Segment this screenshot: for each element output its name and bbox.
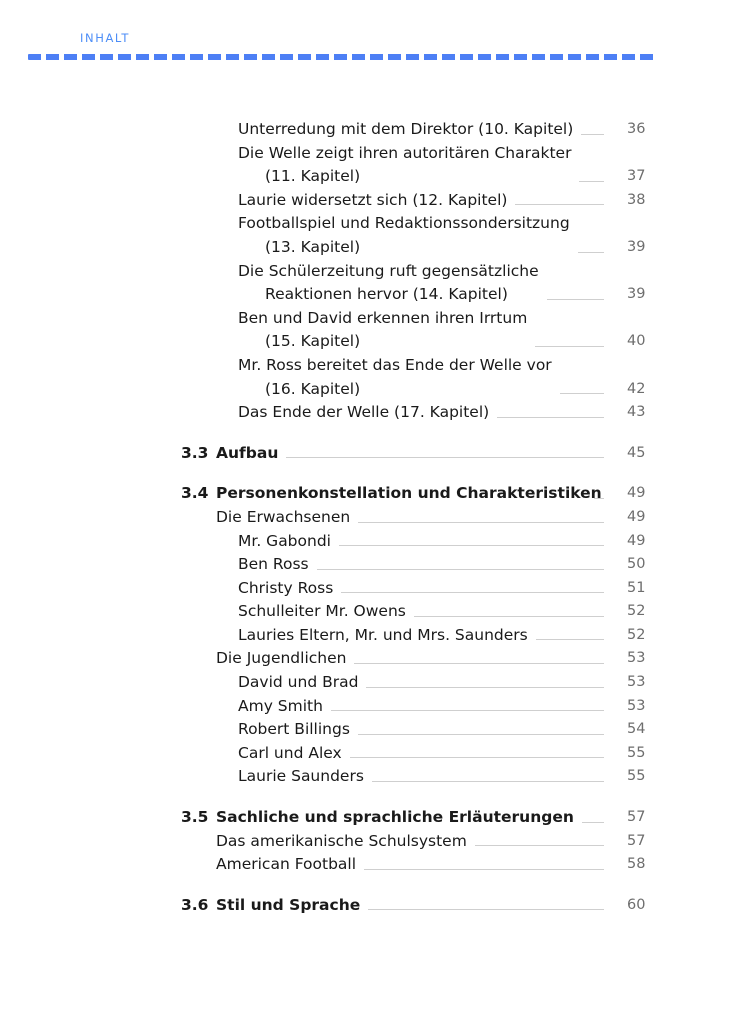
toc-entry-label-wrap	[0, 853, 356, 877]
toc-entry-label-text: Laurie widersetzt sich (12. Kapitel)	[238, 190, 508, 209]
toc-leader-line	[358, 522, 604, 523]
running-head-label: INHALT	[80, 31, 130, 45]
toc-page-number: 38	[627, 191, 646, 208]
toc-entry-label-continuation: (16. Kapitel)	[265, 379, 361, 398]
toc-page-number: 43	[627, 404, 646, 421]
toc-page-number: 52	[627, 626, 646, 643]
toc-entry-label-wrap	[0, 118, 573, 142]
toc-entry-label-wrap	[0, 830, 467, 854]
toc-entry-label-text: Schulleiter Mr. Owens	[238, 602, 406, 621]
toc-page-number: 37	[627, 168, 646, 185]
toc-entry-label-wrap	[0, 401, 489, 425]
toc-entry[interactable]	[0, 671, 737, 695]
toc-entry-label	[216, 482, 602, 506]
toc-entry-label	[216, 830, 467, 854]
toc-entry-label	[216, 894, 360, 918]
toc-entry-label-text: Laurie Saunders	[238, 767, 364, 786]
toc-page-number: 53	[627, 674, 646, 691]
toc-entry[interactable]	[0, 830, 737, 854]
toc-leader-line	[341, 592, 604, 593]
toc-leader-line	[339, 545, 604, 546]
toc-page-number: 55	[627, 744, 646, 761]
toc-entry[interactable]	[0, 577, 737, 601]
toc-entry-label-text: Carl und Alex	[238, 743, 342, 762]
toc-entry-number: 3.4	[181, 484, 209, 503]
toc-page-number: 60	[627, 896, 646, 913]
toc-entry-label	[238, 212, 570, 259]
toc-leader-line	[497, 417, 604, 418]
toc-entry-label	[238, 600, 406, 624]
toc-entry-label-wrap	[0, 553, 309, 577]
toc-entry-label-wrap	[0, 189, 507, 213]
toc-entry-label-wrap	[0, 506, 350, 530]
toc-entry-label	[238, 142, 571, 189]
toc-entry-label-wrap	[0, 742, 342, 766]
toc-entry[interactable]	[0, 600, 737, 624]
toc-entry-label-text: David und Brad	[238, 673, 359, 692]
toc-entry-label-continuation: Reaktionen hervor (14. Kapitel)	[265, 285, 508, 304]
toc-entry-label-continuation: (11. Kapitel)	[265, 167, 361, 186]
toc-entry-label-continuation: (13. Kapitel)	[265, 237, 361, 256]
toc-entry-label-text: Ben und David erkennen ihren Irrtum	[238, 308, 528, 327]
toc-page-number: 39	[627, 286, 646, 303]
toc-entry-label-text: Mr. Gabondi	[238, 531, 331, 550]
toc-page-number: 42	[627, 380, 646, 397]
toc-page-number: 58	[627, 856, 646, 873]
toc-entry[interactable]	[0, 695, 737, 719]
toc-entry[interactable]	[0, 853, 737, 877]
toc-page-number: 52	[627, 603, 646, 620]
toc-entry-label-wrap	[0, 260, 539, 307]
toc-entry[interactable]	[0, 189, 737, 213]
toc-entry-label-wrap	[216, 482, 602, 506]
toc-entry-label-wrap	[0, 765, 364, 789]
toc-entry-label	[238, 307, 527, 354]
toc-entry-label-text: Footballspiel und Redaktionssondersitzung	[238, 214, 570, 233]
toc-entry[interactable]	[0, 482, 737, 506]
toc-page-number: 40	[627, 333, 646, 350]
toc-entry-label-text: Personenkonstellation und Charakteristiken	[216, 484, 602, 503]
toc-entry-label-text: Christy Ross	[238, 578, 334, 597]
toc-entry-label	[238, 577, 333, 601]
toc-entry-label-text: Die Erwachsenen	[216, 507, 351, 526]
toc-leader-line	[372, 781, 604, 782]
toc-entry-label	[216, 806, 574, 830]
toc-entry[interactable]	[0, 118, 737, 142]
toc-entry-label-wrap	[0, 577, 333, 601]
toc-entry-label	[238, 530, 331, 554]
toc-page-number: 53	[627, 650, 646, 667]
toc-entry-label-text: Stil und Sprache	[216, 895, 361, 914]
toc-entry[interactable]	[0, 765, 737, 789]
toc-page-number: 36	[627, 121, 646, 137]
toc-entry-label	[238, 695, 323, 719]
toc-entry-label-continuation: (15. Kapitel)	[265, 332, 361, 351]
toc-entry-label-wrap	[216, 806, 574, 830]
toc-entry-label-wrap	[0, 695, 323, 719]
toc-entry-label-wrap	[0, 671, 358, 695]
toc-page-number: 54	[627, 721, 646, 738]
toc-entry-number: 3.5	[181, 808, 209, 827]
toc-leader-line	[578, 252, 604, 253]
toc-page-number: 50	[627, 556, 646, 573]
toc-entry[interactable]	[0, 401, 737, 425]
toc-leader-line	[536, 639, 604, 640]
toc-leader-line	[594, 498, 604, 499]
toc-entry-label-text: Die Welle zeigt ihren autoritären Charakter	[238, 143, 572, 162]
toc-entry-label	[216, 506, 350, 530]
toc-leader-line	[475, 845, 604, 846]
toc-leader-line	[414, 616, 604, 617]
toc-page-number: 45	[627, 444, 646, 461]
toc-entry-number: 3.6	[181, 895, 209, 914]
toc-entry-label-wrap	[0, 354, 552, 401]
toc-page-number: 53	[627, 697, 646, 714]
toc-entry[interactable]	[0, 307, 737, 354]
toc-entry-label	[238, 718, 350, 742]
toc-leader-line	[317, 569, 604, 570]
toc-entry-label	[238, 742, 342, 766]
toc-entry-label	[238, 260, 539, 307]
toc-leader-line	[350, 757, 604, 758]
toc-entry[interactable]	[0, 530, 737, 554]
toc-entry-label-wrap	[0, 647, 346, 671]
toc-entry-label-text: Das amerikanische Schulsystem	[216, 831, 467, 850]
toc-leader-line	[358, 734, 604, 735]
toc-entry-label-text: Amy Smith	[238, 696, 323, 715]
toc-entry-label-wrap	[0, 624, 528, 648]
toc-leader-line	[560, 393, 604, 394]
toc-entry-label	[238, 624, 528, 648]
toc-entry-label-text: American Football	[216, 855, 357, 874]
toc-entry-label	[238, 354, 552, 401]
toc-leader-line	[368, 909, 604, 910]
toc-leader-line	[579, 181, 604, 182]
toc-entry-label-text: Die Jugendlichen	[216, 649, 347, 668]
toc-leader-line	[547, 299, 604, 300]
toc-entry-label-wrap	[216, 894, 360, 918]
toc-entry[interactable]	[0, 806, 737, 830]
toc-leader-line	[582, 822, 604, 823]
toc-page-number: 39	[627, 238, 646, 255]
toc-entry[interactable]	[0, 624, 737, 648]
toc-page-number: 49	[627, 485, 646, 502]
toc-page-number: 49	[627, 532, 646, 549]
toc-entry-label	[238, 401, 489, 425]
toc-entry[interactable]	[0, 647, 737, 671]
toc-entry-label-wrap	[0, 530, 331, 554]
toc-page-number: 57	[627, 809, 646, 826]
toc-entry-label-text: Aufbau	[216, 443, 279, 462]
toc-entry-label-text: Das Ende der Welle (17. Kapitel)	[238, 403, 490, 422]
toc-entry-label	[238, 671, 358, 695]
toc-leader-line	[535, 346, 604, 347]
toc-entry-label-wrap	[0, 212, 570, 259]
toc-entry-label-wrap	[0, 307, 527, 354]
toc-entry[interactable]	[0, 442, 737, 466]
table-of-contents	[0, 118, 737, 917]
toc-leader-line	[366, 687, 604, 688]
toc-leader-line	[581, 134, 604, 135]
toc-entry-label	[216, 647, 346, 671]
toc-leader-line	[331, 710, 604, 711]
toc-entry[interactable]	[0, 354, 737, 401]
toc-entry-label-text: Mr. Ross bereitet das Ende der Welle vor	[238, 355, 552, 374]
toc-entry[interactable]	[0, 506, 737, 530]
toc-entry-label-wrap	[0, 600, 406, 624]
toc-entry-label-text: Ben Ross	[238, 555, 309, 574]
toc-entry-label-wrap	[0, 142, 571, 189]
toc-page-number: 51	[627, 579, 646, 596]
toc-page-number: 49	[627, 508, 646, 525]
toc-entry-label	[238, 553, 309, 577]
toc-leader-line	[515, 204, 604, 205]
toc-entry-number: 3.3	[181, 443, 209, 462]
toc-entry[interactable]	[0, 553, 737, 577]
toc-entry-label-wrap	[0, 718, 350, 742]
toc-entry[interactable]	[0, 260, 737, 307]
toc-entry[interactable]	[0, 212, 737, 259]
toc-entry-label-text: Unterredung mit dem Direktor (10. Kapitel)	[238, 120, 574, 138]
toc-entry-label-wrap	[216, 442, 278, 466]
toc-entry-label	[238, 765, 364, 789]
toc-entry-label-text: Sachliche und sprachliche Erläuterungen	[216, 808, 574, 827]
toc-entry[interactable]	[0, 142, 737, 189]
toc-leader-line	[354, 663, 604, 664]
toc-entry-label	[238, 189, 507, 213]
toc-entry[interactable]	[0, 718, 737, 742]
header-dashed-rule	[28, 54, 657, 60]
toc-leader-line	[364, 869, 604, 870]
toc-entry-label-text: Robert Billings	[238, 720, 350, 739]
toc-page-number: 57	[627, 832, 646, 849]
toc-entry[interactable]	[0, 742, 737, 766]
toc-entry-label	[216, 853, 356, 877]
toc-entry-label-text: Die Schülerzeitung ruft gegensätzliche	[238, 261, 539, 280]
toc-page-number: 55	[627, 768, 646, 785]
toc-entry[interactable]	[0, 894, 737, 918]
toc-leader-line	[286, 457, 604, 458]
toc-entry-label	[216, 442, 278, 466]
toc-entry-label-text: Lauries Eltern, Mr. und Mrs. Saunders	[238, 625, 528, 644]
toc-entry-label	[238, 118, 573, 142]
